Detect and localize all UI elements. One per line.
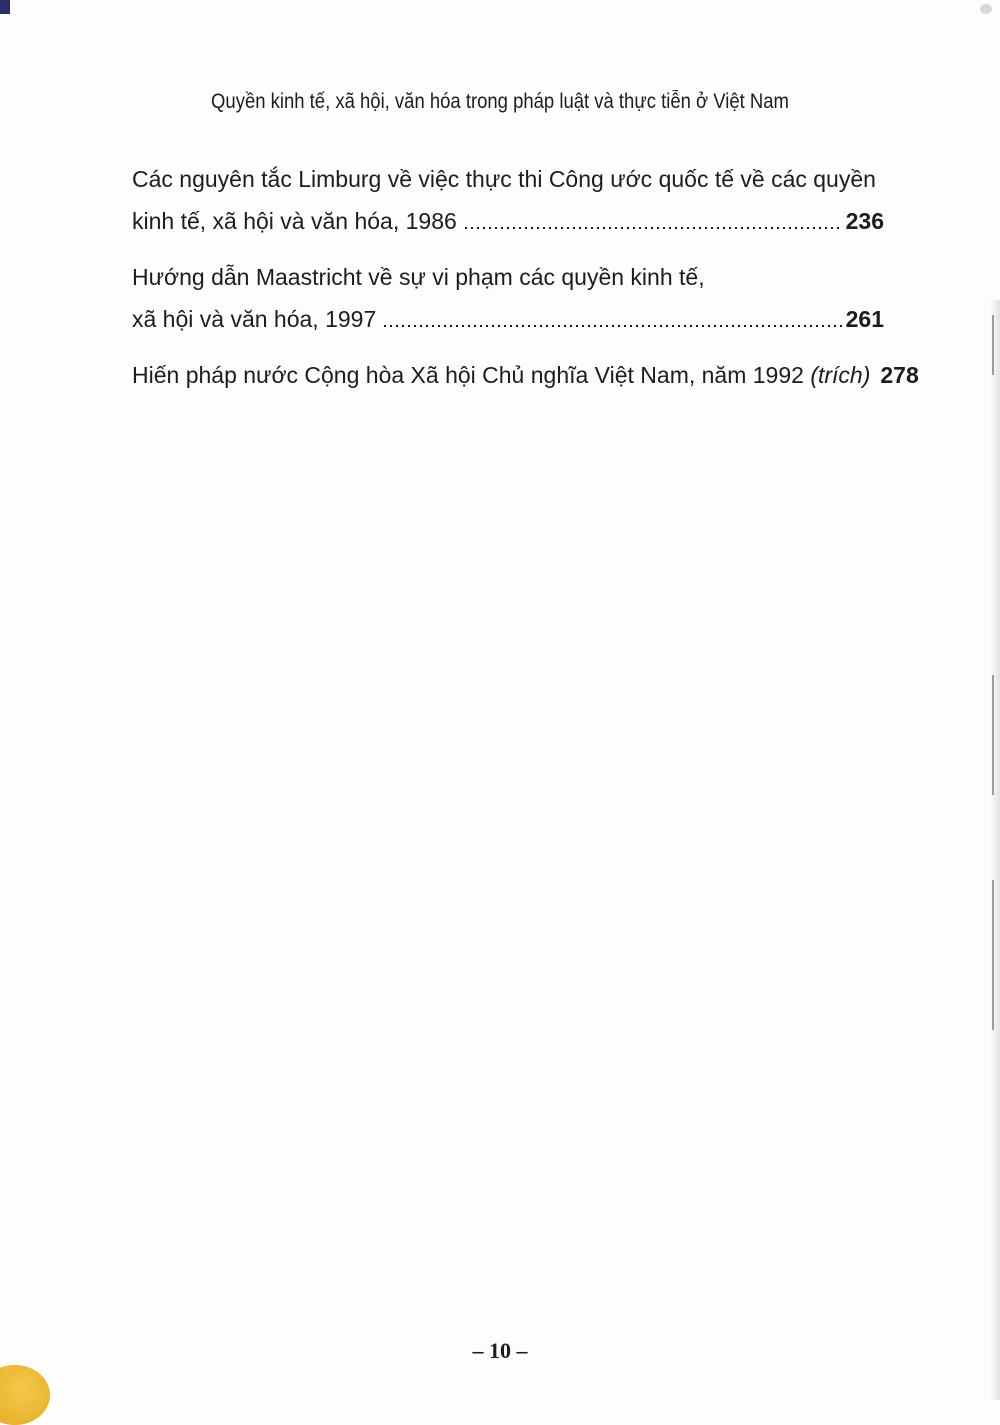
toc-entry-title-line: Hướng dẫn Maastricht về sự vi phạm các quyền kinh tế, bbox=[132, 264, 705, 290]
toc-entry bbox=[132, 354, 919, 396]
toc-entry-title-text bbox=[132, 354, 870, 396]
toc-page-number: 261 bbox=[845, 306, 884, 332]
scan-corner-mark bbox=[0, 0, 10, 14]
toc-entry-title-line: xã hội và văn hóa, 1997 bbox=[132, 306, 377, 332]
running-header: Quyền kinh tế, xã hội, văn hóa trong pháp luật và thực tiễn ở Việt Nam bbox=[211, 90, 789, 113]
toc-entry-title-line: kinh tế, xã hội và văn hóa, 1986 bbox=[132, 208, 457, 234]
toc-entry-last-line bbox=[132, 298, 884, 340]
page-number-footer: – 10 – bbox=[472, 1338, 528, 1363]
toc-entry-title-line: Hiến pháp nước Cộng hòa Xã hội Chủ nghĩa Việt Nam, năm 1992 bbox=[132, 362, 811, 388]
toc-entry-last-line bbox=[132, 200, 884, 242]
toc-entry bbox=[132, 158, 884, 242]
page-edge-shadow bbox=[990, 300, 1000, 1400]
toc-page-number: 278 bbox=[880, 362, 919, 388]
page-edge-mark bbox=[992, 315, 994, 375]
toc-entry bbox=[132, 256, 884, 340]
toc-entry-title-line: Các nguyên tắc Limburg về việc thực thi Công ước quốc tế về các quyền bbox=[132, 166, 876, 192]
toc-entry-title-text bbox=[132, 200, 457, 242]
dot-leader bbox=[463, 226, 842, 230]
toc-entry-italic-note: (trích) bbox=[810, 362, 871, 388]
page-edge-mark bbox=[992, 880, 994, 1030]
table-of-contents bbox=[132, 158, 919, 396]
toc-entry-last-line bbox=[132, 354, 919, 396]
toc-entry-title-text bbox=[132, 298, 376, 340]
corner-sticker bbox=[0, 1365, 50, 1425]
toc-page-number: 236 bbox=[845, 208, 884, 234]
page-edge-mark bbox=[992, 675, 994, 795]
scan-corner-spot bbox=[980, 4, 992, 14]
dot-leader bbox=[382, 324, 841, 328]
